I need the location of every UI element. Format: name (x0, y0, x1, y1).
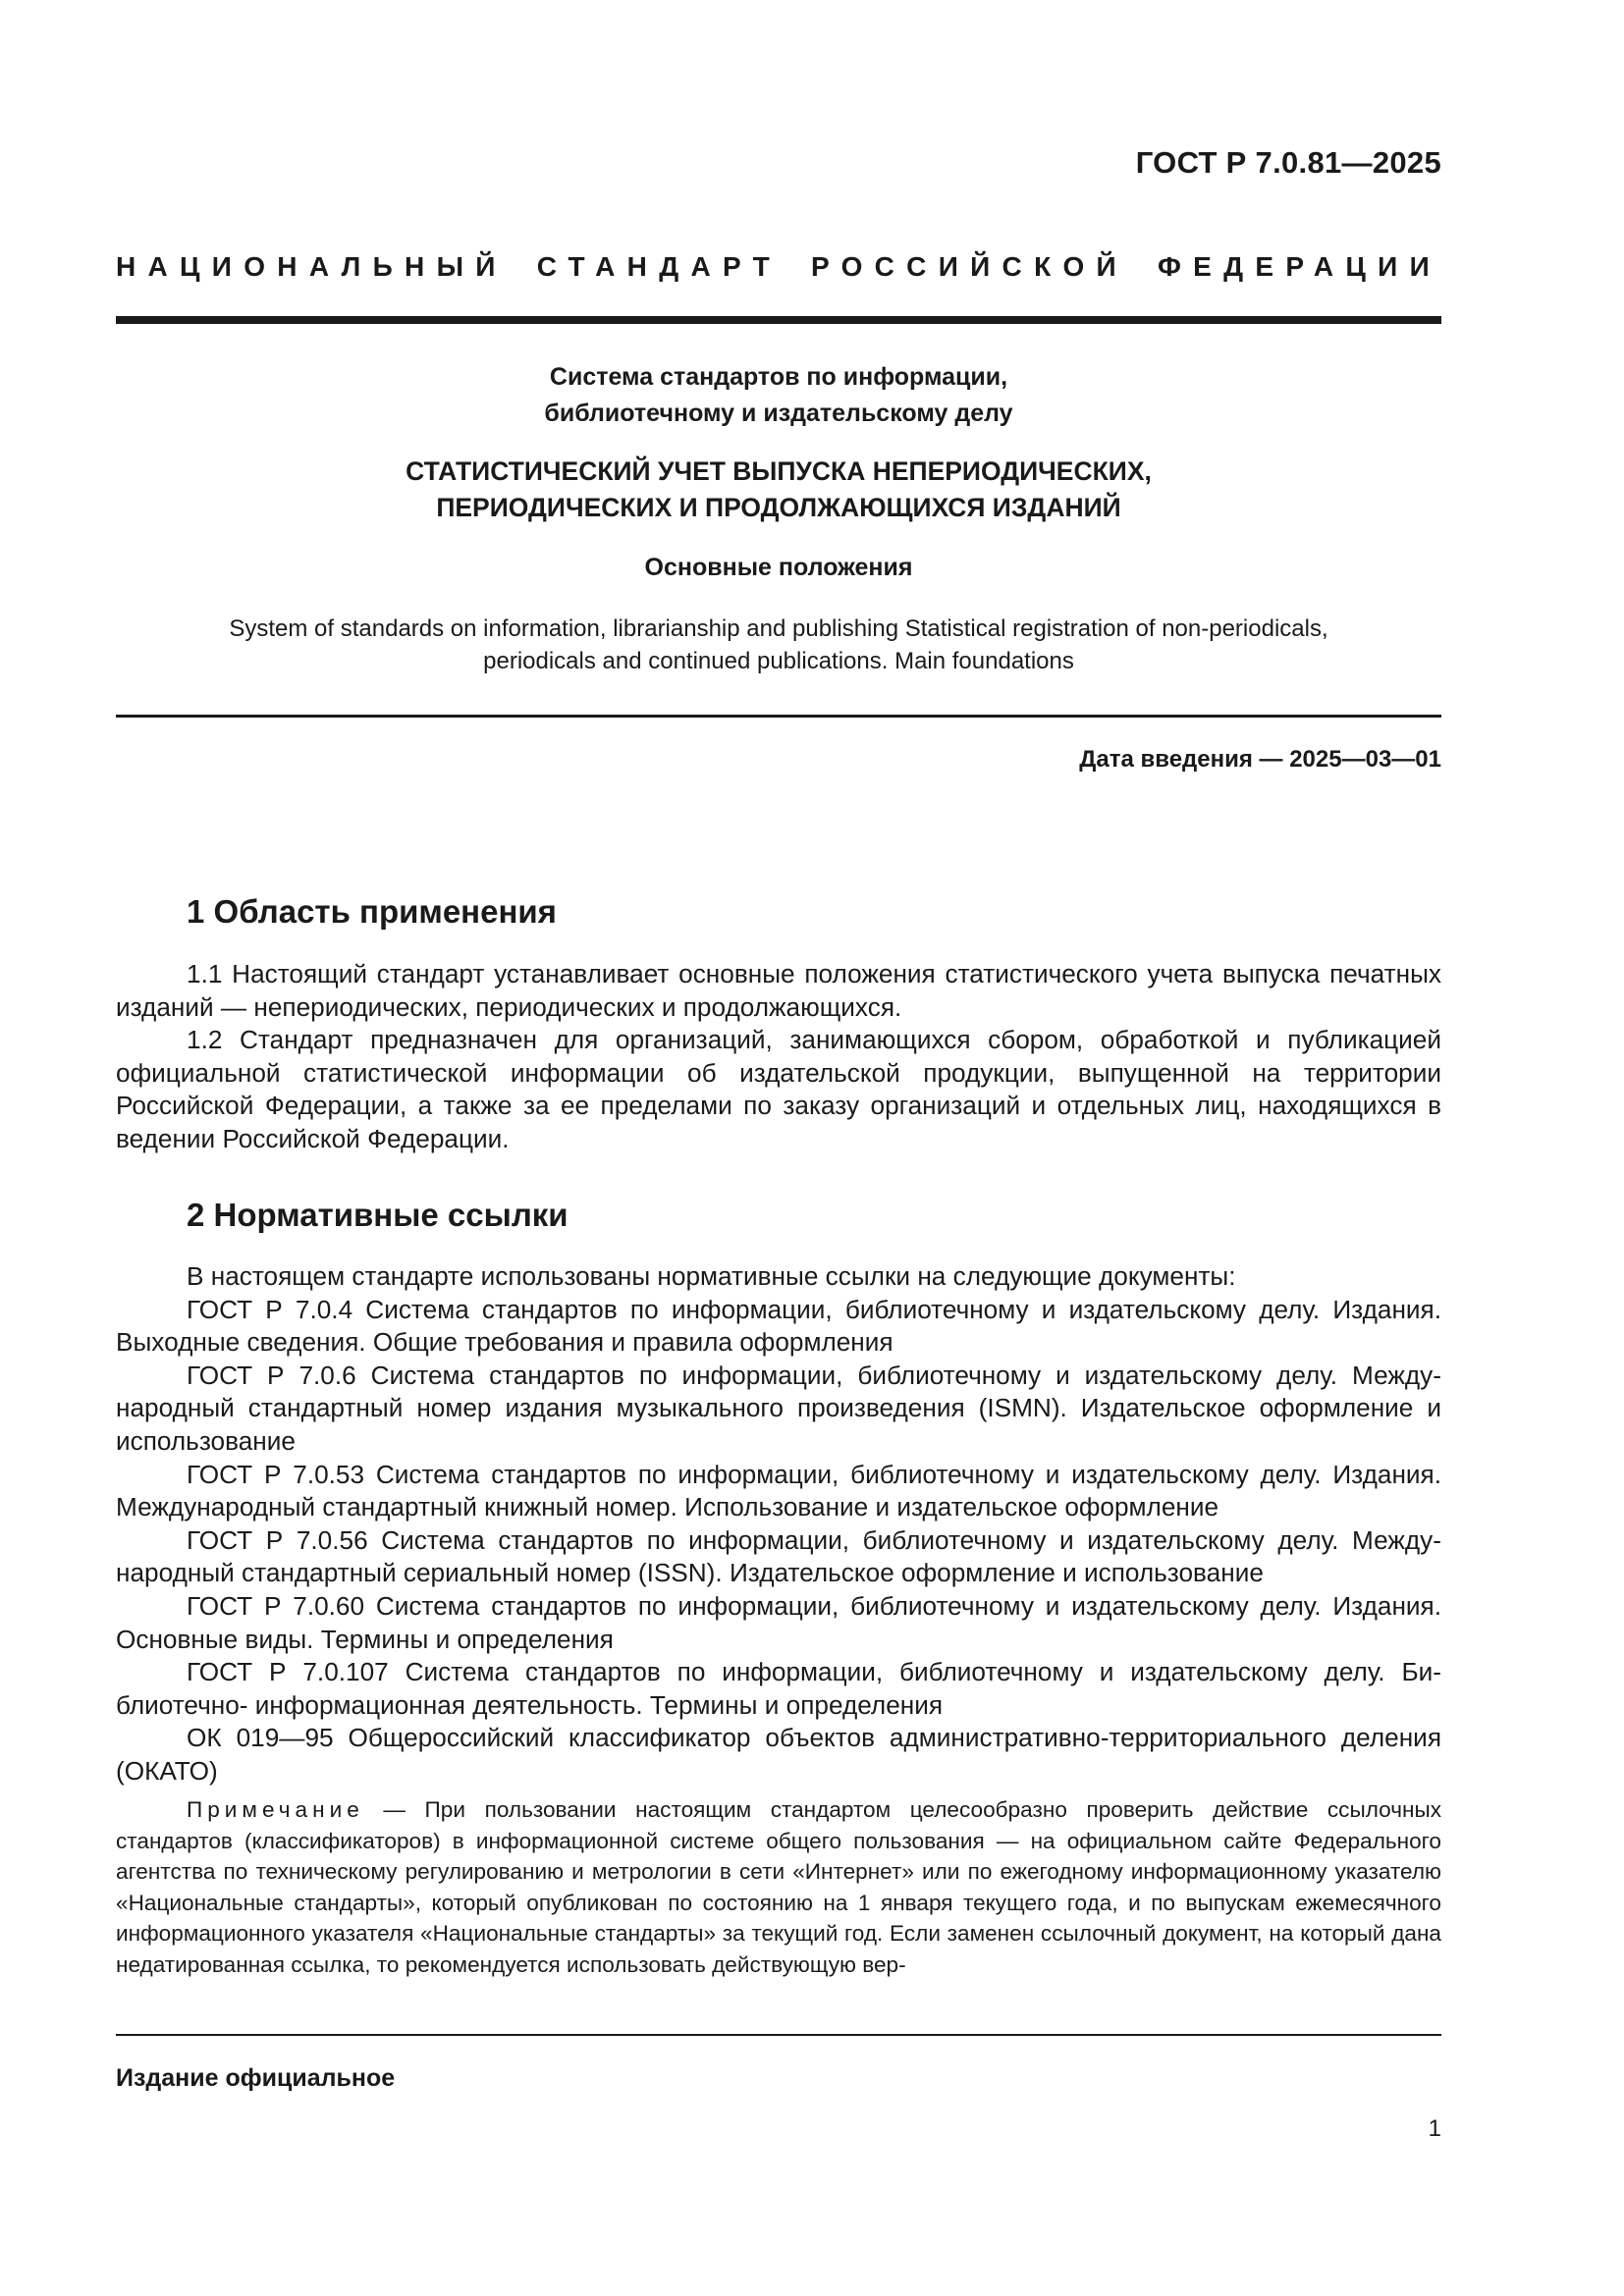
introduction-date: Дата введения — 2025—03—01 (1079, 746, 1441, 773)
title-rule (116, 715, 1441, 718)
english-title-line: System of standards on information, librarianship and publishing Statistical registration of non-periodicals, (229, 615, 1328, 642)
series-title (116, 359, 1441, 432)
document-code: ГОСТ Р 7.0.81—2025 (1135, 145, 1441, 180)
national-standard-title: НАЦИОНАЛЬНЫЙ СТАНДАРТ РОССИЙСКОЙ ФЕДЕРАЦИИ (116, 251, 1441, 282)
official-edition-label: Издание официальное (116, 2064, 396, 2092)
page-number: 1 (1428, 2115, 1441, 2142)
english-title (116, 613, 1441, 677)
english-title-line: periodicals and continued publications. Main foundations (483, 648, 1074, 674)
main-title-line: СТАТИСТИЧЕСКИЙ УЧЕТ ВЫПУСКА НЕПЕРИОДИЧЕСКИХ, (406, 456, 1152, 486)
reference-item: ГОСТ Р 7.0.6 Система стандартов по информации, библиотечному и издательскому делу. Международный стандартный номер издания музыкального произведения (ISMN). Издательское оформление и использование (116, 1360, 1441, 1456)
main-title (116, 454, 1441, 526)
reference-item: ГОСТ Р 7.0.56 Система стандартов по информации, библиотечному и издательскому делу. Международный стандартный сериальный номер (ISSN). Издательское оформление и использование (116, 1524, 1441, 1588)
section-2-body (116, 1260, 1441, 1789)
footer-rule (116, 2034, 1441, 2036)
subtitle: Основные положения (644, 554, 913, 581)
reference-item: ОК 019—95 Общероссийский классификатор объектов административно-территориального деления (ОКАТО) (116, 1723, 1441, 1786)
section-2-heading: 2 Нормативные ссылки (187, 1197, 568, 1233)
paragraph: 1.1 Настоящий стандарт устанавливает основные положения статистического учета выпуска печатных изданий — непериодических, периодических и продолжающихся. (116, 959, 1441, 1022)
main-title-line: ПЕРИОДИЧЕСКИХ И ПРОДОЛЖАЮЩИХСЯ ИЗДАНИЙ (436, 493, 1121, 522)
note-label: Примечание (187, 1797, 364, 1822)
paragraph: В настоящем стандарте использованы нормативные ссылки на следующие документы: (187, 1261, 1236, 1291)
reference-item: ГОСТ Р 7.0.4 Система стандартов по информации, библиотечному и издательскому делу. Издания. Выходные сведения. Общие требования и правила оформления (116, 1294, 1441, 1358)
note-text: — При пользовании настоящим стандартом целесообразно проверить действие ссылочных стандартов (классификаторов) в информационной системе общего пользования — на официальном сайте Федерального агентства по техническому регулированию и метрологии в сети «Интернет» или по ежегодному информационному указателю «Национальные стандарты», который опубликован по состоянию на 1 января текущего года, и по выпускам ежемесячного информационного указателя «Национальные стандарты» за текущий год. Если заменен ссылочный документ, на который дана недатированная ссылка, то рекомендуется использовать действующую вер- (116, 1797, 1441, 1977)
paragraph: 1.2 Стандарт предназначен для организаций, занимающихся сбором, обработкой и публикацией официальной статистической информации об издательской продукции, выпущенной на территории Российской Федерации, а также за ее пределами по заказу организаций и отдельных лиц, находящихся в ведении Российской Федерации. (116, 1025, 1441, 1153)
section-1-body (116, 958, 1441, 1156)
reference-item: ГОСТ Р 7.0.53 Система стандартов по информации, библиотечному и издательскому делу. Издания. Международный стандартный книжный номер. Использование и издательское оформление (116, 1459, 1441, 1522)
section-1-heading: 1 Область применения (187, 893, 557, 930)
reference-item: ГОСТ Р 7.0.60 Система стандартов по информации, библиотечному и издательскому делу. Издания. Основные виды. Термины и определения (116, 1590, 1441, 1654)
reference-item: ГОСТ Р 7.0.107 Система стандартов по информации, библиотечному и издательскому делу. Библиотечно- информационная деятельность. Термины и определения (116, 1657, 1441, 1720)
note-paragraph (116, 1794, 1441, 1981)
note (116, 1794, 1441, 1981)
series-title-line: Система стандартов по информации, (549, 363, 1008, 391)
series-title-line: библиотечному и издательскому делу (544, 400, 1013, 427)
header-rule (116, 316, 1441, 324)
